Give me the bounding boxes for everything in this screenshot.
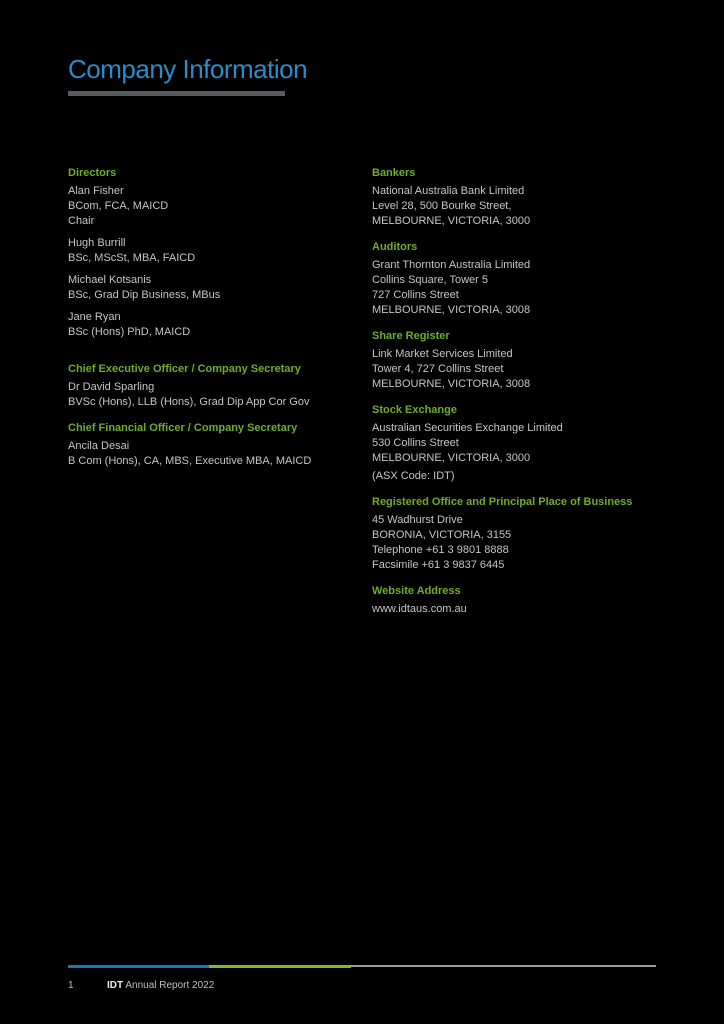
section-chief-executive-officer xyxy=(68,362,363,410)
address-block xyxy=(372,347,672,392)
report-title-text: Annual Report 2022 xyxy=(125,980,215,991)
section-chief-financial-officer xyxy=(68,421,363,469)
footer-rule-green-segment xyxy=(209,965,351,968)
telephone-line: Telephone +61 3 9801 8888 xyxy=(372,544,509,556)
brand-name: IDT xyxy=(107,980,124,991)
section-registered-office xyxy=(372,495,672,573)
asx-code-block xyxy=(372,469,672,484)
director-entry xyxy=(68,236,363,266)
section-heading-share-register: Share Register xyxy=(372,330,450,342)
asx-code: (ASX Code: IDT) xyxy=(372,470,455,482)
section-heading-auditors: Auditors xyxy=(372,241,418,253)
title-underline-rule xyxy=(68,91,285,96)
left-column xyxy=(68,166,363,469)
director-name: Hugh Burrill xyxy=(68,237,126,249)
address-line: 45 Wadhurst Drive xyxy=(372,514,463,526)
section-heading-cfo: Chief Financial Officer / Company Secretary xyxy=(68,422,298,434)
address-line: National Australia Bank Limited xyxy=(372,185,525,197)
director-name: Jane Ryan xyxy=(68,311,121,323)
address-block xyxy=(372,513,672,573)
officer-qualifications: B Com (Hons), CA, MBS, Executive MBA, MAICD xyxy=(68,455,312,467)
address-line: Australian Securities Exchange Limited xyxy=(372,422,563,434)
director-entry xyxy=(68,273,363,303)
page-number: 1 xyxy=(68,980,74,991)
footer xyxy=(68,979,468,993)
officer-name: Ancila Desai xyxy=(68,440,130,452)
director-role: Chair xyxy=(68,215,95,227)
footer-rule xyxy=(68,965,656,968)
footer-rule-blue-segment xyxy=(68,965,209,968)
director-entry xyxy=(68,184,363,229)
address-line: Grant Thornton Australia Limited xyxy=(372,259,531,271)
address-line: Link Market Services Limited xyxy=(372,348,513,360)
address-block xyxy=(372,258,672,318)
director-entry xyxy=(68,310,363,340)
section-heading-stock-exchange: Stock Exchange xyxy=(372,404,457,416)
officer-entry xyxy=(68,380,363,410)
address-line: BORONIA, VICTORIA, 3155 xyxy=(372,529,512,541)
address-line: Level 28, 500 Bourke Street, xyxy=(372,200,512,212)
section-bankers xyxy=(372,166,672,229)
section-auditors xyxy=(372,240,672,318)
director-qualifications: BCom, FCA, MAICD xyxy=(68,200,169,212)
section-heading-registered-office: Registered Office and Principal Place of Business xyxy=(372,496,633,508)
section-heading-website: Website Address xyxy=(372,585,461,597)
director-qualifications: BSc, MScSt, MBA, FAICD xyxy=(68,252,196,264)
address-line: 727 Collins Street xyxy=(372,289,459,301)
director-qualifications: BSc, Grad Dip Business, MBus xyxy=(68,289,221,301)
section-website-address xyxy=(372,584,672,617)
website-block xyxy=(372,602,672,617)
address-line: Tower 4, 727 Collins Street xyxy=(372,363,504,375)
section-heading-ceo: Chief Executive Officer / Company Secretary xyxy=(68,363,301,375)
right-column xyxy=(372,166,672,617)
section-directors xyxy=(68,166,363,340)
address-line: MELBOURNE, VICTORIA, 3000 xyxy=(372,215,531,227)
address-line: MELBOURNE, VICTORIA, 3008 xyxy=(372,304,531,316)
address-block xyxy=(372,184,672,229)
section-heading-directors: Directors xyxy=(68,167,117,179)
director-name: Alan Fisher xyxy=(68,185,124,197)
officer-name: Dr David Sparling xyxy=(68,381,155,393)
address-line: 530 Collins Street xyxy=(372,437,459,449)
officer-qualifications: BVSc (Hons), LLB (Hons), Grad Dip App Cor Gov xyxy=(68,396,310,408)
address-line: Collins Square, Tower 5 xyxy=(372,274,488,286)
footer-rule-gray-segment xyxy=(351,965,656,967)
address-line: MELBOURNE, VICTORIA, 3000 xyxy=(372,452,531,464)
address-block xyxy=(372,421,672,466)
officer-entry xyxy=(68,439,363,469)
director-qualifications: BSc (Hons) PhD, MAICD xyxy=(68,326,191,338)
section-share-register xyxy=(372,329,672,392)
section-stock-exchange xyxy=(372,403,672,484)
website-url: www.idtaus.com.au xyxy=(372,603,467,615)
director-name: Michael Kotsanis xyxy=(68,274,152,286)
address-line: MELBOURNE, VICTORIA, 3008 xyxy=(372,378,531,390)
section-heading-bankers: Bankers xyxy=(372,167,416,179)
page-title: Company Information xyxy=(68,54,308,84)
facsimile-line: Facsimile +61 3 9837 6445 xyxy=(372,559,505,571)
report-title xyxy=(107,979,214,992)
